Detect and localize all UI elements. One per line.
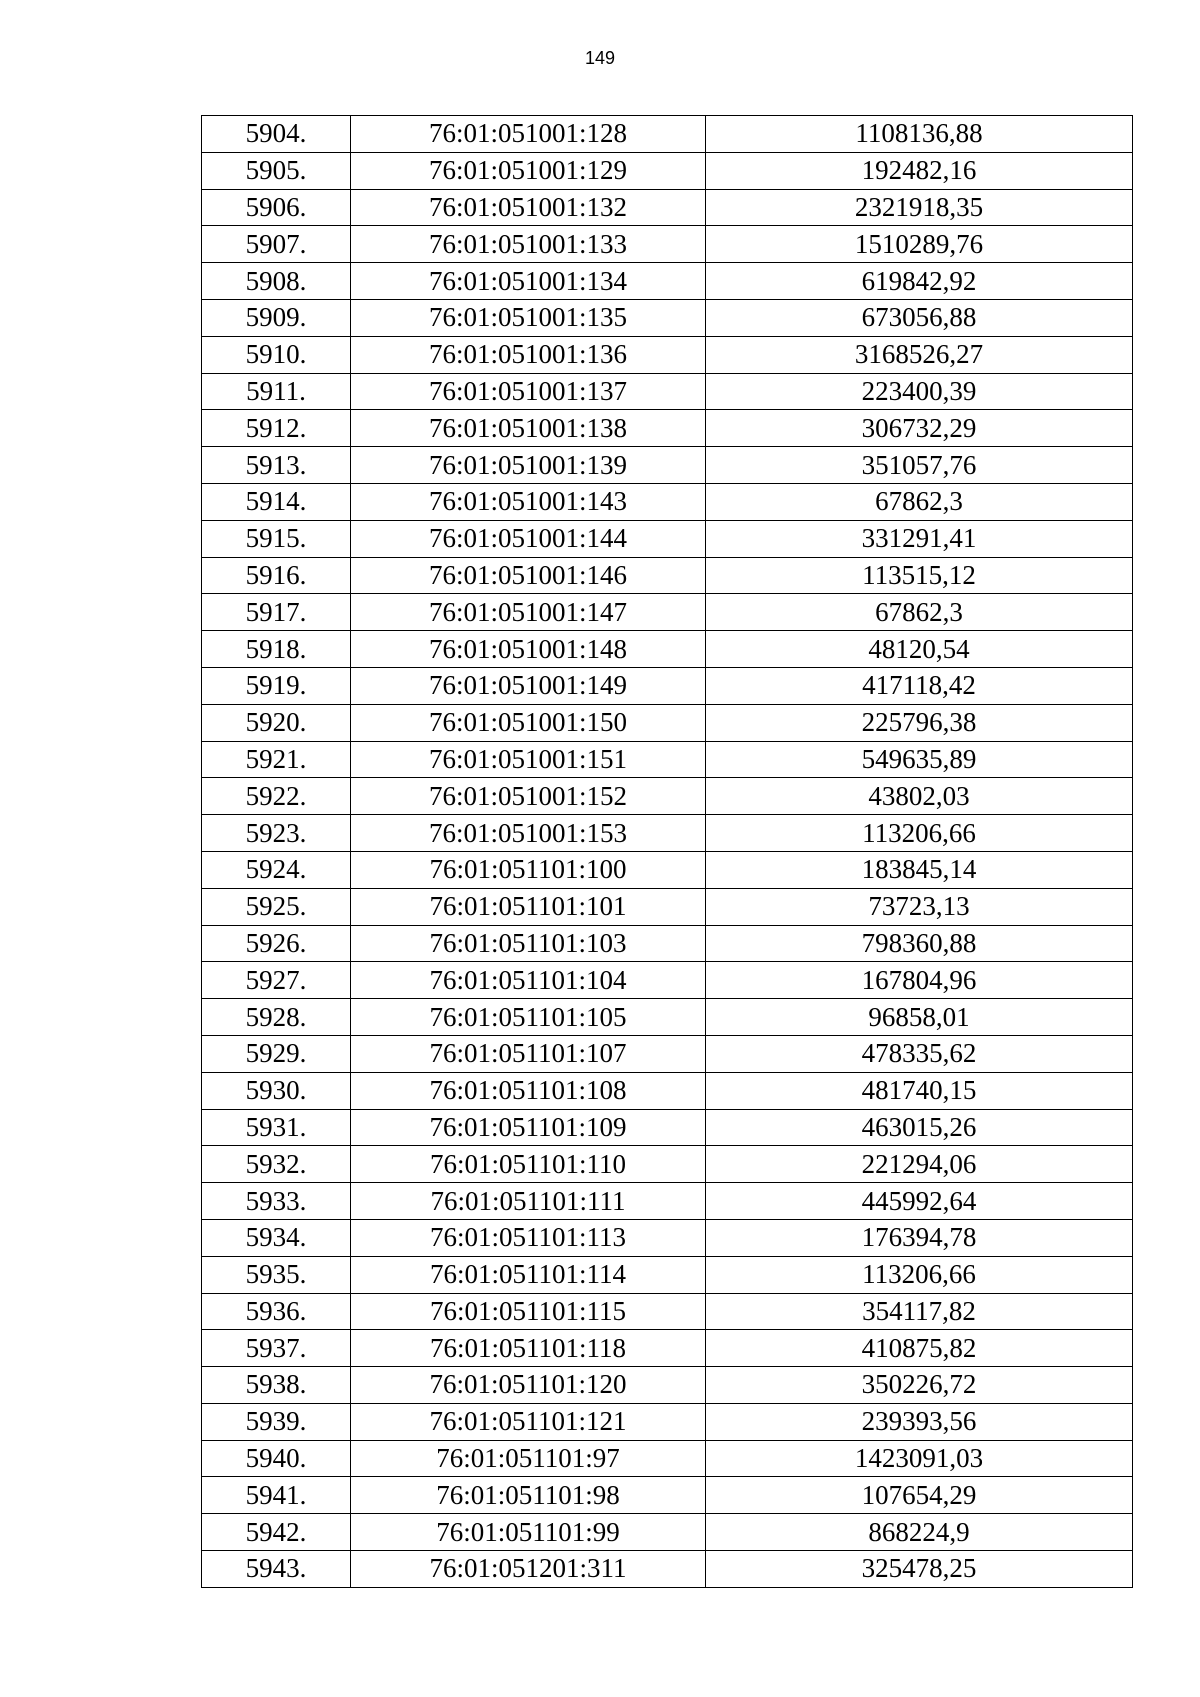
- cadastral-value-cell: 331291,41: [706, 520, 1133, 557]
- table-row: [202, 667, 1133, 704]
- row-number-cell: 5936.: [202, 1293, 351, 1330]
- cadastral-value-cell: 107654,29: [706, 1477, 1133, 1514]
- cadastral-number-cell: 76:01:051001:144: [351, 520, 706, 557]
- cadastral-value-cell: 96858,01: [706, 999, 1133, 1036]
- table-row: [202, 1219, 1133, 1256]
- cadastral-value-cell: 48120,54: [706, 631, 1133, 668]
- table-row: [202, 520, 1133, 557]
- row-number-cell: 5928.: [202, 999, 351, 1036]
- table-row: [202, 741, 1133, 778]
- table-row: [202, 1330, 1133, 1367]
- cadastral-number-cell: 76:01:051101:120: [351, 1367, 706, 1404]
- row-number-cell: 5941.: [202, 1477, 351, 1514]
- row-number-cell: 5911.: [202, 373, 351, 410]
- row-number-cell: 5933.: [202, 1183, 351, 1220]
- cadastral-number-cell: 76:01:051001:146: [351, 557, 706, 594]
- cadastral-value-cell: 113206,66: [706, 815, 1133, 852]
- table-row: [202, 1551, 1133, 1588]
- table-row: [202, 557, 1133, 594]
- cadastral-value-cell: 2321918,35: [706, 189, 1133, 226]
- cadastral-value-cell: 325478,25: [706, 1551, 1133, 1588]
- table-row: [202, 925, 1133, 962]
- row-number-cell: 5926.: [202, 925, 351, 962]
- table-row: [202, 1183, 1133, 1220]
- row-number-cell: 5910.: [202, 336, 351, 373]
- cadastral-number-cell: 76:01:051001:129: [351, 152, 706, 189]
- cadastral-value-cell: 351057,76: [706, 447, 1133, 484]
- cadastral-value-cell: 445992,64: [706, 1183, 1133, 1220]
- cadastral-number-cell: 76:01:051101:109: [351, 1109, 706, 1146]
- row-number-cell: 5931.: [202, 1109, 351, 1146]
- cadastral-value-cell: 43802,03: [706, 778, 1133, 815]
- row-number-cell: 5938.: [202, 1367, 351, 1404]
- cadastral-number-cell: 76:01:051001:134: [351, 263, 706, 300]
- cadastral-number-cell: 76:01:051101:110: [351, 1146, 706, 1183]
- table-row: [202, 594, 1133, 631]
- table-row: [202, 778, 1133, 815]
- cadastral-value-cell: 176394,78: [706, 1219, 1133, 1256]
- table-row: [202, 851, 1133, 888]
- cadastral-value-cell: 350226,72: [706, 1367, 1133, 1404]
- cadastral-number-cell: 76:01:051001:153: [351, 815, 706, 852]
- cadastral-number-cell: 76:01:051101:99: [351, 1514, 706, 1551]
- cadastral-number-cell: 76:01:051001:128: [351, 116, 706, 153]
- cadastral-number-cell: 76:01:051001:138: [351, 410, 706, 447]
- row-number-cell: 5930.: [202, 1072, 351, 1109]
- row-number-cell: 5917.: [202, 594, 351, 631]
- row-number-cell: 5907.: [202, 226, 351, 263]
- row-number-cell: 5912.: [202, 410, 351, 447]
- cadastral-number-cell: 76:01:051101:100: [351, 851, 706, 888]
- row-number-cell: 5909.: [202, 299, 351, 336]
- row-number-cell: 5932.: [202, 1146, 351, 1183]
- cadastral-number-cell: 76:01:051101:114: [351, 1256, 706, 1293]
- cadastral-value-cell: 223400,39: [706, 373, 1133, 410]
- row-number-cell: 5908.: [202, 263, 351, 300]
- row-number-cell: 5934.: [202, 1219, 351, 1256]
- cadastral-number-cell: 76:01:051101:118: [351, 1330, 706, 1367]
- table-row: [202, 888, 1133, 925]
- row-number-cell: 5921.: [202, 741, 351, 778]
- cadastral-number-cell: 76:01:051201:311: [351, 1551, 706, 1588]
- table-row: [202, 1146, 1133, 1183]
- row-number-cell: 5904.: [202, 116, 351, 153]
- cadastral-number-cell: 76:01:051001:151: [351, 741, 706, 778]
- table-row: [202, 1403, 1133, 1440]
- table-row: [202, 1293, 1133, 1330]
- cadastral-number-cell: 76:01:051001:149: [351, 667, 706, 704]
- table-row: [202, 815, 1133, 852]
- cadastral-number-cell: 76:01:051101:101: [351, 888, 706, 925]
- cadastral-number-cell: 76:01:051001:148: [351, 631, 706, 668]
- cadastral-value-cell: 239393,56: [706, 1403, 1133, 1440]
- cadastral-value-cell: 3168526,27: [706, 336, 1133, 373]
- row-number-cell: 5924.: [202, 851, 351, 888]
- cadastral-value-cell: 73723,13: [706, 888, 1133, 925]
- cadastral-number-cell: 76:01:051001:139: [351, 447, 706, 484]
- cadastral-value-cell: 1423091,03: [706, 1440, 1133, 1477]
- cadastral-value-cell: 67862,3: [706, 594, 1133, 631]
- cadastral-value-cell: 354117,82: [706, 1293, 1133, 1330]
- table-row: [202, 1514, 1133, 1551]
- cadastral-value-cell: 798360,88: [706, 925, 1133, 962]
- cadastral-value-cell: 1108136,88: [706, 116, 1133, 153]
- row-number-cell: 5927.: [202, 962, 351, 999]
- table-row: [202, 299, 1133, 336]
- table-row: [202, 116, 1133, 153]
- cadastral-number-cell: 76:01:051101:113: [351, 1219, 706, 1256]
- cadastral-number-cell: 76:01:051001:132: [351, 189, 706, 226]
- cadastral-number-cell: 76:01:051001:152: [351, 778, 706, 815]
- cadastral-number-cell: 76:01:051101:111: [351, 1183, 706, 1220]
- cadastral-number-cell: 76:01:051001:136: [351, 336, 706, 373]
- row-number-cell: 5925.: [202, 888, 351, 925]
- cadastral-value-cell: 113206,66: [706, 1256, 1133, 1293]
- cadastral-value-cell: 67862,3: [706, 483, 1133, 520]
- table-row: [202, 962, 1133, 999]
- cadastral-number-cell: 76:01:051101:115: [351, 1293, 706, 1330]
- table-row: [202, 1035, 1133, 1072]
- table-row: [202, 189, 1133, 226]
- row-number-cell: 5939.: [202, 1403, 351, 1440]
- cadastral-value-cell: 183845,14: [706, 851, 1133, 888]
- cadastral-number-cell: 76:01:051101:107: [351, 1035, 706, 1072]
- cadastral-value-cell: 417118,42: [706, 667, 1133, 704]
- table-row: [202, 410, 1133, 447]
- cadastral-value-cell: 463015,26: [706, 1109, 1133, 1146]
- row-number-cell: 5914.: [202, 483, 351, 520]
- row-number-cell: 5905.: [202, 152, 351, 189]
- table-row: [202, 704, 1133, 741]
- cadastral-value-cell: 619842,92: [706, 263, 1133, 300]
- table-body: [202, 116, 1133, 1588]
- cadastral-value-cell: 549635,89: [706, 741, 1133, 778]
- row-number-cell: 5929.: [202, 1035, 351, 1072]
- cadastral-value-cell: 306732,29: [706, 410, 1133, 447]
- table-row: [202, 1440, 1133, 1477]
- row-number-cell: 5906.: [202, 189, 351, 226]
- table-row: [202, 631, 1133, 668]
- row-number-cell: 5916.: [202, 557, 351, 594]
- row-number-cell: 5943.: [202, 1551, 351, 1588]
- cadastral-value-cell: 1510289,76: [706, 226, 1133, 263]
- cadastral-number-cell: 76:01:051001:150: [351, 704, 706, 741]
- row-number-cell: 5942.: [202, 1514, 351, 1551]
- row-number-cell: 5913.: [202, 447, 351, 484]
- cadastral-value-cell: 225796,38: [706, 704, 1133, 741]
- cadastral-number-cell: 76:01:051101:121: [351, 1403, 706, 1440]
- table-row: [202, 336, 1133, 373]
- cadastral-number-cell: 76:01:051001:133: [351, 226, 706, 263]
- row-number-cell: 5915.: [202, 520, 351, 557]
- cadastral-number-cell: 76:01:051001:135: [351, 299, 706, 336]
- row-number-cell: 5920.: [202, 704, 351, 741]
- table-row: [202, 1256, 1133, 1293]
- table-row: [202, 483, 1133, 520]
- cadastral-number-cell: 76:01:051101:104: [351, 962, 706, 999]
- cadastral-value-cell: 167804,96: [706, 962, 1133, 999]
- cadastral-value-cell: 192482,16: [706, 152, 1133, 189]
- cadastral-value-cell: 673056,88: [706, 299, 1133, 336]
- table-row: [202, 1367, 1133, 1404]
- row-number-cell: 5919.: [202, 667, 351, 704]
- cadastral-value-cell: 478335,62: [706, 1035, 1133, 1072]
- cadastral-value-cell: 221294,06: [706, 1146, 1133, 1183]
- row-number-cell: 5935.: [202, 1256, 351, 1293]
- table-row: [202, 1072, 1133, 1109]
- cadastral-value-cell: 481740,15: [706, 1072, 1133, 1109]
- page-number: 149: [584, 48, 616, 68]
- cadastral-number-cell: 76:01:051101:105: [351, 999, 706, 1036]
- row-number-cell: 5923.: [202, 815, 351, 852]
- cadastral-number-cell: 76:01:051101:103: [351, 925, 706, 962]
- table-row: [202, 226, 1133, 263]
- table-row: [202, 999, 1133, 1036]
- table-row: [202, 373, 1133, 410]
- table-row: [202, 152, 1133, 189]
- table-row: [202, 1477, 1133, 1514]
- table-row: [202, 263, 1133, 300]
- row-number-cell: 5940.: [202, 1440, 351, 1477]
- cadastral-value-cell: 113515,12: [706, 557, 1133, 594]
- row-number-cell: 5922.: [202, 778, 351, 815]
- cadastral-number-cell: 76:01:051101:98: [351, 1477, 706, 1514]
- cadastral-number-cell: 76:01:051101:108: [351, 1072, 706, 1109]
- cadastral-value-cell: 410875,82: [706, 1330, 1133, 1367]
- cadastral-value-cell: 868224,9: [706, 1514, 1133, 1551]
- cadastral-number-cell: 76:01:051001:143: [351, 483, 706, 520]
- cadastral-number-cell: 76:01:051101:97: [351, 1440, 706, 1477]
- table-row: [202, 447, 1133, 484]
- cadastral-number-cell: 76:01:051001:137: [351, 373, 706, 410]
- row-number-cell: 5937.: [202, 1330, 351, 1367]
- cadastral-number-cell: 76:01:051001:147: [351, 594, 706, 631]
- row-number-cell: 5918.: [202, 631, 351, 668]
- table-row: [202, 1109, 1133, 1146]
- cadastral-value-table: [201, 115, 1133, 1588]
